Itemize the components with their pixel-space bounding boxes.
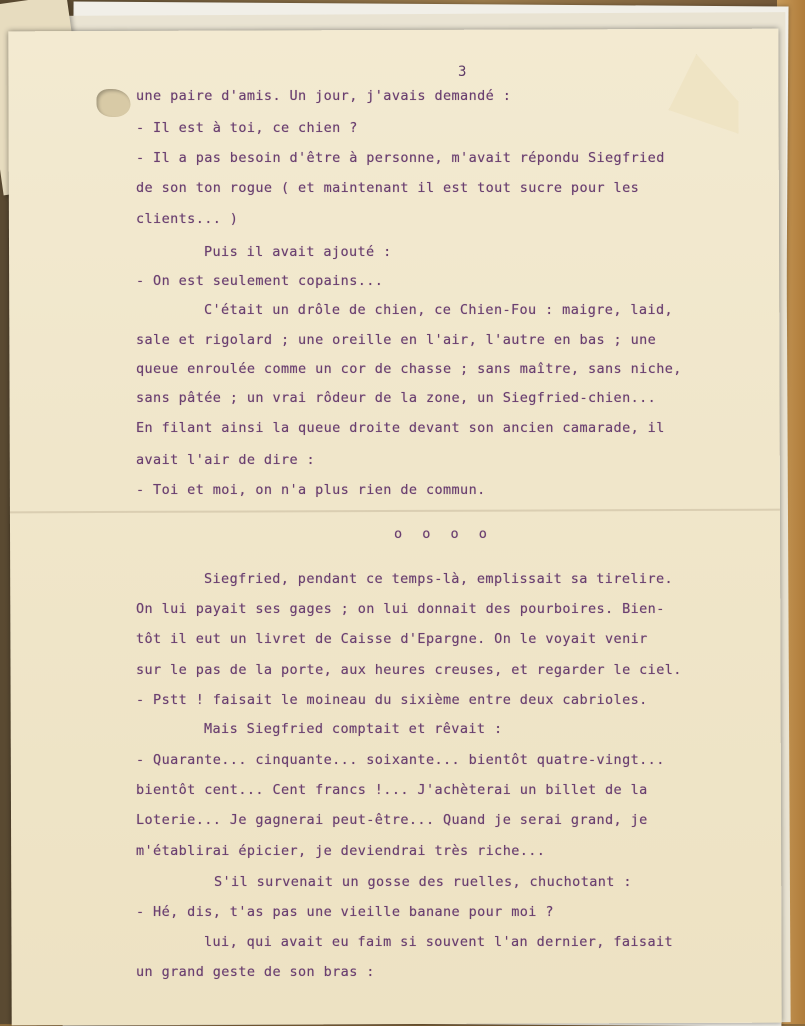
text-line: - On est seulement copains... (136, 273, 384, 289)
text-line: C'était un drôle de chien, ce Chien-Fou : maigre, laid, (204, 302, 674, 318)
text-line: Siegfried, pendant ce temps-là, emplissait sa tirelire. (204, 571, 674, 587)
text-line: sale et rigolard ; une oreille en l'air, l'autre en bas ; une (136, 332, 657, 348)
text-line: sur le pas de la porte, aux heures creuses, et regarder le ciel. (136, 662, 682, 678)
text-line: Loterie... Je gagnerai peut-être... Quand je serai grand, je (136, 812, 648, 828)
text-line: avait l'air de dire : (136, 452, 316, 468)
text-line: On lui payait ses gages ; on lui donnait des pourboires. Bien- (136, 601, 665, 617)
text-line: En filant ainsi la queue droite devant son ancien camarade, il (136, 420, 665, 436)
text-line: S'il survenait un gosse des ruelles, chuchotant : (214, 874, 632, 890)
text-line: - Il est à toi, ce chien ? (136, 120, 358, 136)
text-line: - Il a pas besoin d'être à personne, m'avait répondu Siegfried (136, 150, 665, 166)
text-line: queue enroulée comme un cor de chasse ; sans maître, sans niche, (136, 361, 682, 377)
text-line: - Pstt ! faisait le moineau du sixième entre deux cabrioles. (136, 692, 648, 708)
text-line: - Quarante... cinquante... soixante... bientôt quatre-vingt... (136, 752, 665, 768)
page-fold (10, 509, 780, 514)
text-line: tôt il eut un livret de Caisse d'Epargne. On le voyait venir (136, 631, 648, 647)
page-number: 3 (458, 64, 467, 80)
punch-hole (96, 89, 130, 117)
text-line: - Hé, dis, t'as pas une vieille banane pour moi ? (136, 904, 554, 920)
text-line: bientôt cent... Cent francs !... J'achèterai un billet de la (136, 782, 648, 798)
text-line: m'établirai épicier, je deviendrai très riche... (136, 843, 546, 859)
text-line: une paire d'amis. Un jour, j'avais demandé : (136, 88, 512, 104)
text-line: Mais Siegfried comptait et rêvait : (204, 721, 503, 737)
text-line: un grand geste de son bras : (136, 964, 375, 980)
folded-corner (668, 54, 738, 134)
section-separator: o o o o (394, 526, 493, 542)
text-line: - Toi et moi, on n'a plus rien de commun. (136, 482, 486, 498)
text-line: lui, qui avait eu faim si souvent l'an dernier, faisait (204, 934, 674, 950)
text-line: Puis il avait ajouté : (204, 244, 392, 260)
text-line: clients... ) (136, 211, 239, 227)
text-line: de son ton rogue ( et maintenant il est tout sucre pour les (136, 180, 640, 196)
text-line: sans pâtée ; un vrai rôdeur de la zone, un Siegfried-chien... (136, 390, 657, 406)
